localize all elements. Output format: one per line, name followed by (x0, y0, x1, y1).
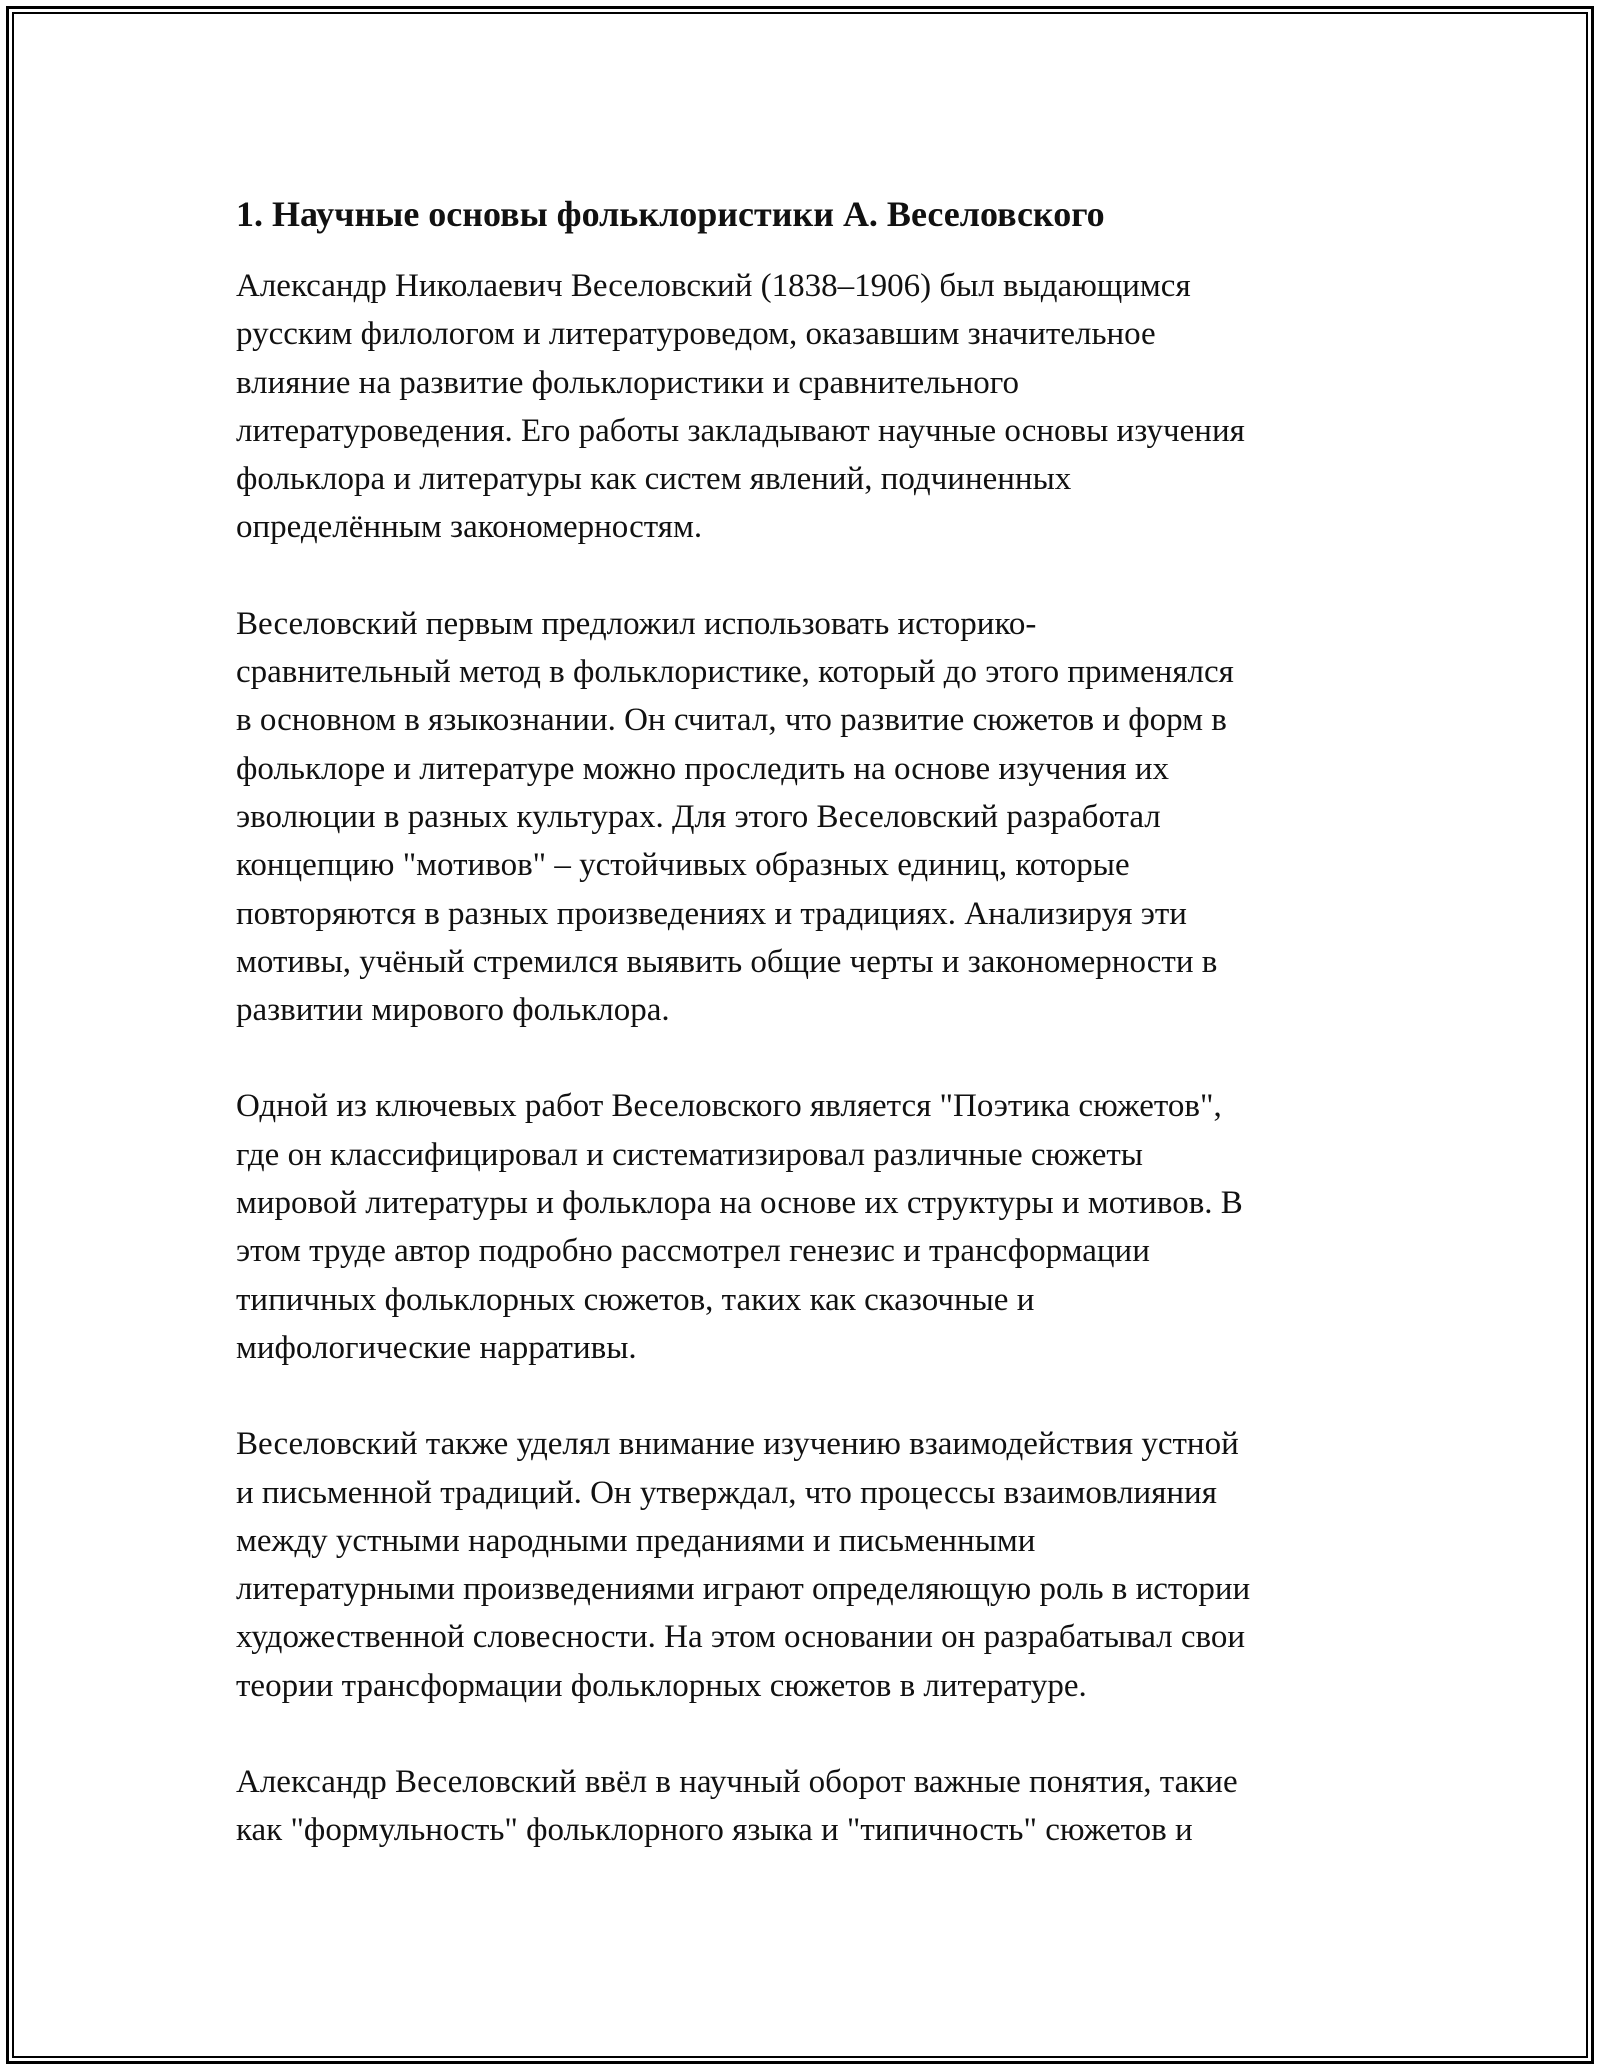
document-page (236, 188, 1386, 1903)
paragraph-1: Александр Николаевич Веселовский (1838–1906) был выдающимся русским филологом и литературоведом, оказавшим значительное влияние на развитие фольклористики и сравнительного литературоведения. Его работы закладывают научные основы изучения фольклора и литературы как систем явлений, подчиненных определённым закономерностям. (236, 268, 1245, 546)
paragraph-5: Александр Веселовский ввёл в научный оборот важные понятия, такие как "формульность" фольклорного языка и "типичность" сюжетов и (236, 1764, 1238, 1849)
paragraph-4: Веселовский также уделял внимание изучению взаимодействия устной и письменной традиций. Он утверждал, что процессы взаимовлияния между устными народными преданиями и письменными литературными произведениями играют определяющую роль в истории художественной словесности. На этом основании он разрабатывал свои теории трансформации фольклорных сюжетов в литературе. (236, 1426, 1251, 1704)
section-heading: 1. Научные основы фольклористики А. Веселовского (236, 194, 1105, 234)
paragraph-3: Одной из ключевых работ Веселовского является "Поэтика сюжетов", где он классифицировал и систематизировал различные сюжеты мировой литературы и фольклора на основе их структуры и мотивов. В этом труде автор подробно рассмотрел генезис и трансформации типичных фольклорных сюжетов, таких как сказочные и мифологические нарративы. (236, 1088, 1243, 1366)
paragraph-2: Веселовский первым предложил использовать историко- сравнительный метод в фольклористике, который до этого применялся в основном в языкознании. Он считал, что развитие сюжетов и форм в фольклоре и литературе можно проследить на основе изучения их эволюции в разных культурах. Для этого Веселовский разработал концепцию "мотивов" – устойчивых образных единиц, которые повторяются в разных произведениях и традициях. Анализируя эти мотивы, учёный стремился выявить общие черты и закономерности в развитии мирового фольклора. (236, 605, 1234, 1029)
